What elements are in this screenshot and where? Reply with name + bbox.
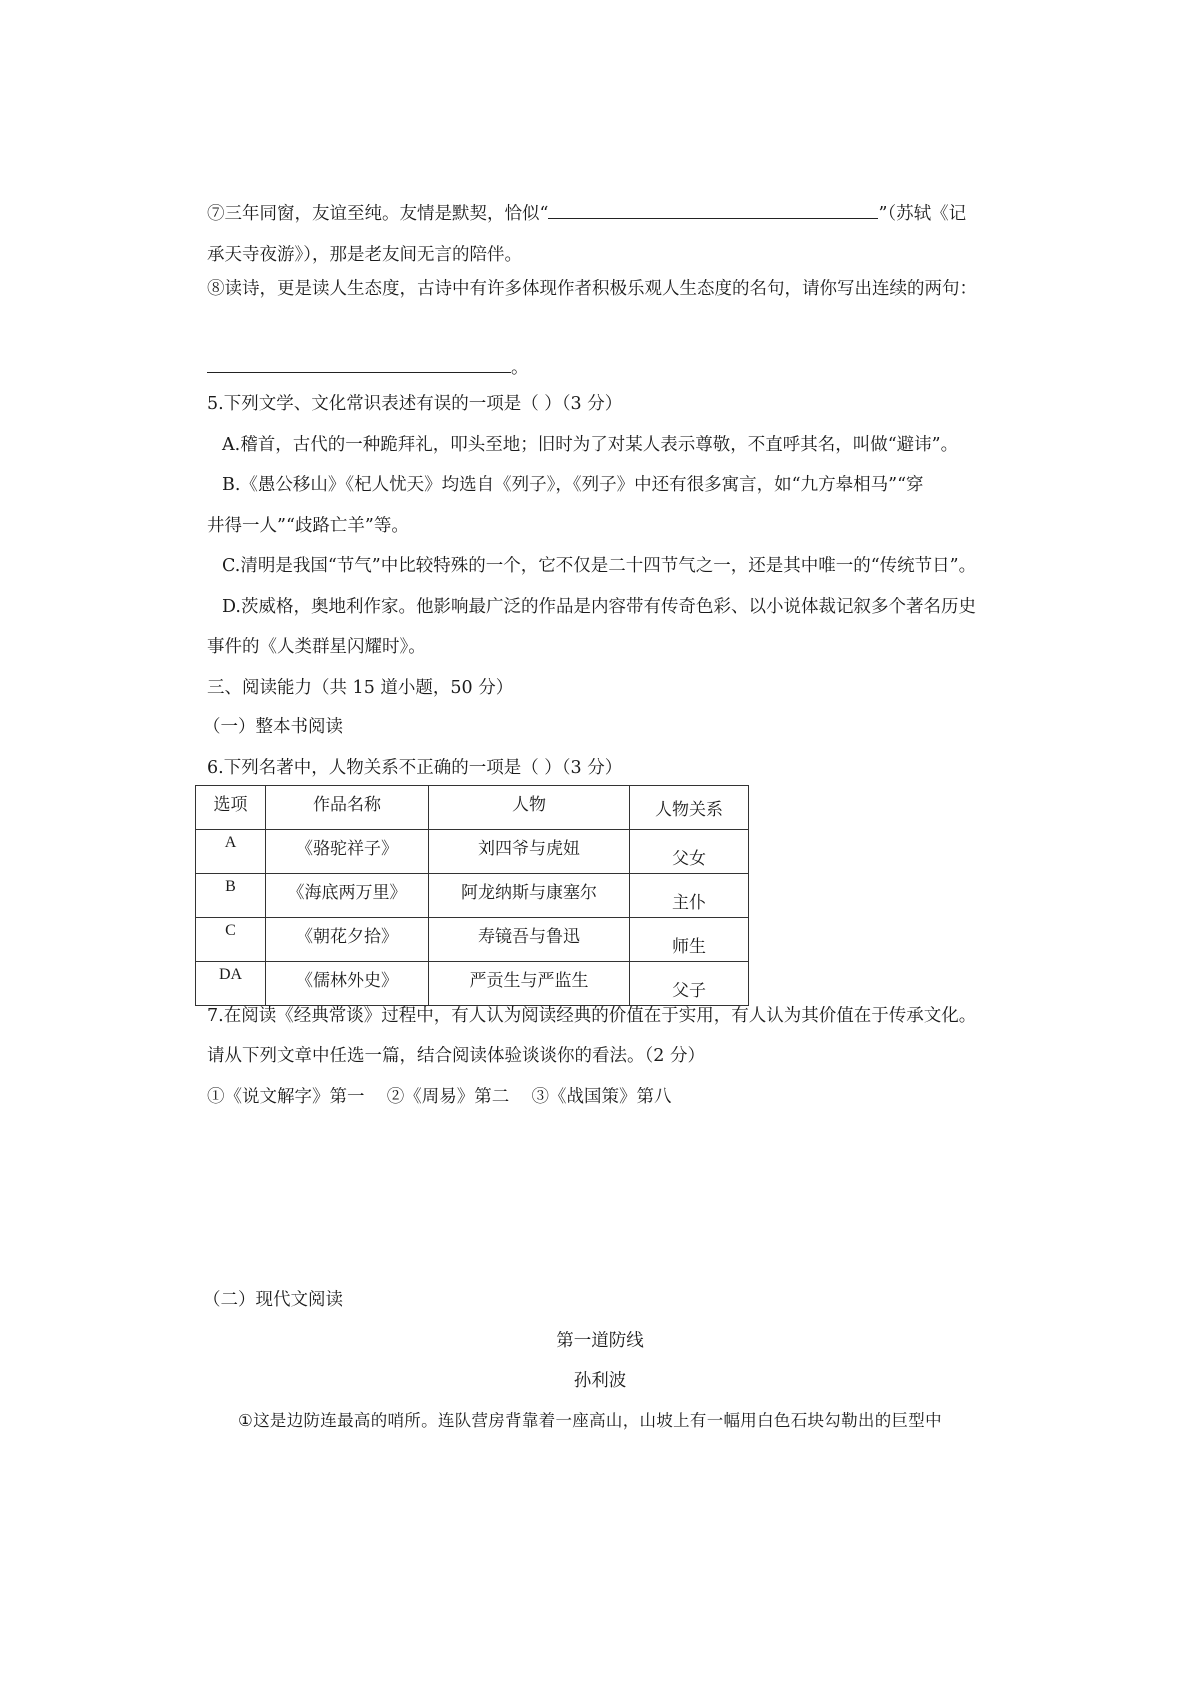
- q5-option-d-line2: 事件的《人类群星闪耀时》。: [207, 637, 426, 657]
- table-header-row: [196, 786, 749, 830]
- q5-option-b-line2: 井得一人”“歧路亡羊”等。: [207, 516, 409, 536]
- article-title: 第一道防线: [556, 1331, 644, 1351]
- q5-option-d-line1: D.茨威格，奥地利作家。他影响最广泛的作品是内容带有传奇色彩、以小说体裁记叙多个著名历史: [222, 597, 976, 617]
- section3-sub1: （一）整本书阅读: [203, 717, 343, 737]
- table-row: A 《骆驼祥子》 刘四爷与虎妞 父女: [196, 830, 749, 874]
- q5-option-a: A.稽首，古代的一种跪拜礼，叩头至地；旧时为了对某人表示尊敬，不直呼其名，叫做“避讳”。: [222, 435, 959, 455]
- table-row: C 《朝花夕拾》 寿镜吾与鲁迅 师生: [196, 918, 749, 962]
- article-author: 孙利波: [573, 1371, 627, 1391]
- header-option: 选项: [196, 786, 266, 830]
- q6-stem: 6.下列名著中，人物关系不正确的一项是（ ）（3 分）: [207, 758, 623, 778]
- q4-item8-answer: 。: [207, 354, 529, 381]
- table-row: B 《海底两万里》 阿龙纳斯与康塞尔 主仆: [196, 874, 749, 918]
- q7-stem-line2: 请从下列文章中任选一篇，结合阅读体验谈谈你的看法。（2 分）: [207, 1046, 705, 1066]
- article-paragraph-1: ①这是边防连最高的哨所。连队营房背靠着一座高山，山坡上有一幅用白色石块勾勒出的巨型中: [238, 1411, 942, 1430]
- q4-item7-line1: ⑦三年同窗，友谊至纯。友情是默契，恰似“ ”（苏轼《记: [207, 200, 966, 227]
- table-row: DA 《儒林外史》 严贡生与严监生 父子: [196, 962, 749, 1006]
- header-work: 作品名称: [266, 786, 429, 830]
- section3-title: 三、阅读能力（共 15 道小题，50 分）: [207, 678, 514, 698]
- q7-stem-line1: 7.在阅读《经典常谈》过程中，有人认为阅读经典的价值在于实用，有人认为其价值在于传承文化。: [207, 1006, 977, 1026]
- header-relation: 人物关系: [630, 786, 749, 830]
- answer-blank[interactable]: [207, 354, 511, 373]
- q7-choices: ①《说文解字》第一 ②《周易》第二 ③《战国策》第八: [207, 1087, 672, 1107]
- character-relation-table: [195, 785, 749, 1006]
- answer-blank[interactable]: [548, 200, 878, 219]
- section3-sub2: （二）现代文阅读: [203, 1290, 343, 1310]
- q5-option-c: C.清明是我国“节气”中比较特殊的一个，它不仅是二十四节气之一，还是其中唯一的“传统节日”。: [222, 556, 977, 576]
- q4-item8: ⑧读诗，更是读人生态度，古诗中有许多体现作者积极乐观人生态度的名句，请你写出连续的两句：: [207, 279, 977, 299]
- q5-option-b-line1: B.《愚公移山》《杞人忧天》均选自《列子》，《列子》中还有很多寓言，如“九方皋相马”“穿: [222, 475, 924, 495]
- header-characters: 人物: [429, 786, 630, 830]
- q4-item7-line2: 承天寺夜游》），那是老友间无言的陪伴。: [207, 245, 522, 265]
- q5-stem: 5.下列文学、文化常识表述有误的一项是（ ）（3 分）: [207, 394, 623, 414]
